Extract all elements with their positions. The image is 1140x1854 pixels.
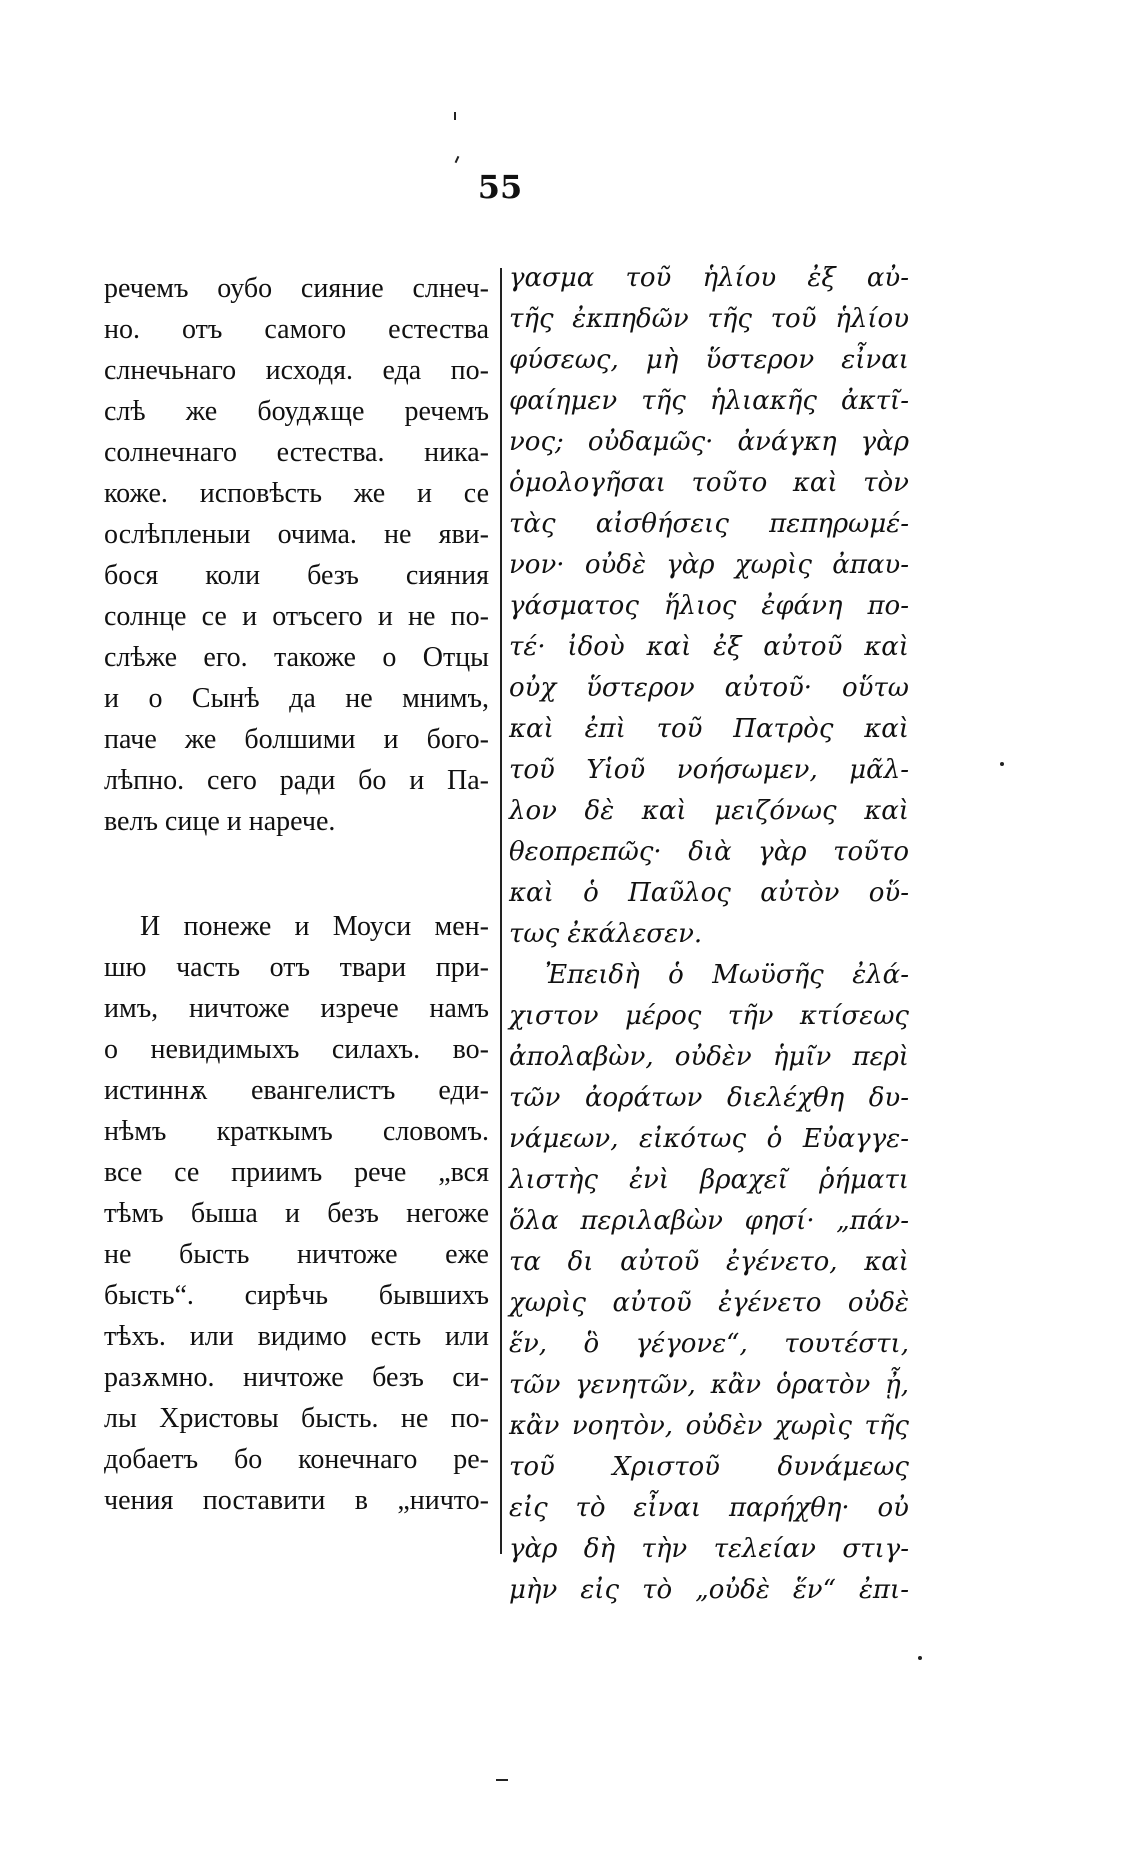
print-speck bbox=[1000, 762, 1004, 766]
text-line: καὶ ἐπὶ τοῦ Πατρὸς καὶ bbox=[509, 714, 909, 744]
text-line: о невидимыхъ силахъ. во- bbox=[104, 1034, 489, 1065]
text-line: μὴν εἰς τὸ „οὐδὲ ἕν“ ἐπι- bbox=[509, 1575, 909, 1605]
text-line: γὰρ δὴ τὴν τελείαν στιγ- bbox=[509, 1534, 909, 1564]
text-line: καὶ ὁ Παῦλος αὐτὸν οὕ- bbox=[509, 878, 909, 908]
text-line: лѣпно. сего ради бо и Па- bbox=[104, 765, 489, 796]
text-line: ἕν, ὃ γέγονε“, τουτέστι, bbox=[509, 1329, 909, 1359]
print-speck bbox=[454, 112, 456, 120]
greek-column bbox=[509, 258, 909, 1611]
text-line: γασμα τοῦ ἡλίου ἐξ αὐ- bbox=[509, 263, 909, 293]
text-line: слѣже его. такоже о Отцы bbox=[104, 642, 489, 673]
text-line: И понеже и Моуси мен- bbox=[140, 911, 489, 942]
text-line: велъ сице и нарече. bbox=[104, 806, 336, 837]
text-line: θεοπρεπῶς· διὰ γὰρ τοῦτο bbox=[509, 837, 909, 867]
text-line: чения поставити в „ничто- bbox=[104, 1485, 489, 1516]
text-line: речемъ оубо сияние слнеч- bbox=[104, 273, 489, 304]
text-line: слѣ же боудѫще речемъ bbox=[104, 396, 489, 427]
greek-paragraph-1 bbox=[509, 258, 909, 955]
text-line: τα δι αὐτοῦ ἐγένετο, καὶ bbox=[509, 1247, 909, 1277]
text-line: истиннѫ евангелистъ еди- bbox=[104, 1075, 489, 1106]
text-line: бося коли безъ сияния bbox=[104, 560, 489, 591]
text-line: κἂν νοητὸν, οὐδὲν χωρὶς τῆς bbox=[509, 1411, 909, 1441]
text-line: тѣмъ быша и безъ негоже bbox=[104, 1198, 489, 1229]
text-line: εἰς τὸ εἶναι παρήχθη· οὐ bbox=[509, 1493, 909, 1523]
text-line: νάμεων, εἰκότως ὁ Εὐαγγε- bbox=[509, 1124, 909, 1154]
text-line: тѣхъ. или видимо есть или bbox=[104, 1321, 489, 1352]
text-line: не бысть ничтоже еже bbox=[104, 1239, 489, 1270]
text-line: τῆς ἐκπηδῶν τῆς τοῦ ἡλίου bbox=[509, 304, 909, 334]
print-speck bbox=[496, 1779, 508, 1781]
text-line: ἀπολαβὼν, οὐδὲν ἡμῖν περὶ bbox=[509, 1042, 909, 1072]
text-line: солнечнаго естества. ника- bbox=[104, 437, 489, 468]
page-number: 55 bbox=[477, 168, 523, 206]
text-line: τὰς αἰσθήσεις πεπηρωμέ- bbox=[509, 509, 909, 539]
text-line: νος; οὐδαμῶς· ἀνάγκη γὰρ bbox=[509, 427, 909, 457]
text-line: ослѣпленыи очима. не яви- bbox=[104, 519, 489, 550]
text-line: слнечьнаго исходя. еда по- bbox=[104, 355, 489, 386]
column-divider bbox=[500, 268, 502, 1554]
text-line: разѫмно. ничтоже безъ си- bbox=[104, 1362, 489, 1393]
text-line: коже. исповѣсть же и се bbox=[104, 478, 489, 509]
text-line: Ἐπειδὴ ὁ Μωϋσῆς ἐλά- bbox=[545, 960, 909, 990]
text-line: γάσματος ἥλιος ἐφάνη πο- bbox=[509, 591, 909, 621]
text-line: οὐχ ὕστερον αὐτοῦ· οὕτω bbox=[509, 673, 909, 703]
text-line: νον· οὐδὲ γὰρ χωρὶς ἀπαυ- bbox=[509, 550, 909, 580]
slavonic-paragraph-1 bbox=[104, 268, 489, 842]
text-line: φαίημεν τῆς ἡλιακῆς ἀκτῖ- bbox=[509, 386, 909, 416]
print-speck bbox=[455, 156, 460, 163]
print-speck bbox=[918, 1656, 922, 1660]
text-line: ὁμολογῆσαι τοῦτο καὶ τὸν bbox=[509, 468, 909, 498]
text-line: φύσεως, μὴ ὕστερον εἶναι bbox=[509, 345, 909, 375]
text-line: λιστὴς ἐνὶ βραχεῖ ῥήματι bbox=[509, 1165, 909, 1195]
text-line: ὅλα περιλαβὼν φησί· „πάν- bbox=[509, 1206, 909, 1236]
text-line: солнце се и отъсего и не по- bbox=[104, 601, 489, 632]
text-line: τοῦ Υἱοῦ νοήσωμεν, μᾶλ- bbox=[509, 755, 909, 785]
text-line: паче же болшими и бого- bbox=[104, 724, 489, 755]
text-line: τῶν ἀοράτων διελέχθη δυ- bbox=[509, 1083, 909, 1113]
text-line: все се приимъ рече „вся bbox=[104, 1157, 489, 1188]
text-line: λον δὲ καὶ μειζόνως καὶ bbox=[509, 796, 909, 826]
text-line: нѣмъ краткымъ словомъ. bbox=[104, 1116, 489, 1147]
text-line: τῶν γενητῶν, κἂν ὁρατὸν ᾖ, bbox=[509, 1370, 909, 1400]
text-line: добаетъ бо конечнаго ре- bbox=[104, 1444, 489, 1475]
text-line: τέ· ἰδοὺ καὶ ἐξ αὐτοῦ καὶ bbox=[509, 632, 909, 662]
text-line: но. отъ самого естества bbox=[104, 314, 489, 345]
slavonic-paragraph-2 bbox=[104, 906, 489, 1521]
paragraph-gap bbox=[104, 842, 489, 906]
text-line: лы Христовы бысть. не по- bbox=[104, 1403, 489, 1434]
text-line: χιστον μέρος τῆν κτίσεως bbox=[509, 1001, 909, 1031]
greek-paragraph-2 bbox=[509, 955, 909, 1611]
text-line: χωρὶς αὐτοῦ ἐγένετο οὐδὲ bbox=[509, 1288, 909, 1318]
slavonic-column bbox=[104, 268, 489, 1521]
text-line: τως ἐκάλεσεν. bbox=[509, 919, 703, 949]
text-line: бысть“. сирѣчь бывшихъ bbox=[104, 1280, 489, 1311]
text-line: имъ, ничтоже изрече намъ bbox=[104, 993, 489, 1024]
text-line: τοῦ Χριστοῦ δυνάμεως bbox=[509, 1452, 909, 1482]
text-line: шю часть отъ твари при- bbox=[104, 952, 489, 983]
text-line: и о Сынѣ да не мнимъ, bbox=[104, 683, 489, 714]
